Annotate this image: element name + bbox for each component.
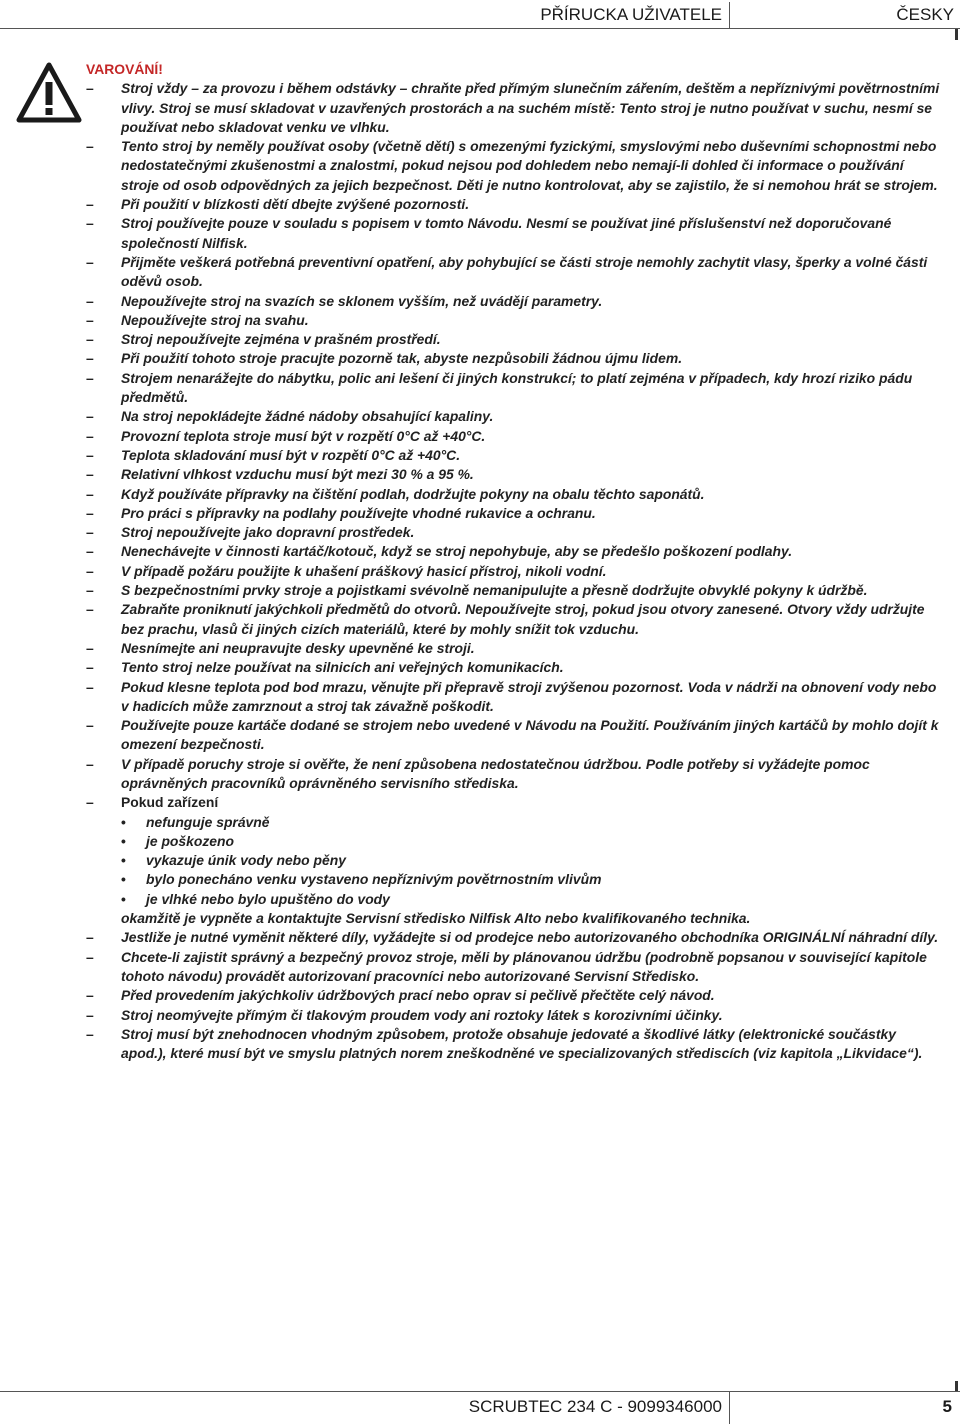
warning-item	[86, 253, 944, 292]
warning-item	[86, 928, 944, 947]
dash-marker: –	[86, 253, 94, 270]
condition-bullet-list	[86, 813, 944, 909]
warning-item-text: Stroj používejte pouze v souladu s popisem v tomto Návodu. Nesmí se používat jiné příslušenství než doporučované společností Nilfisk.	[121, 215, 892, 251]
warning-item	[86, 716, 944, 755]
warning-item	[86, 369, 944, 408]
condition-bullet-text: je poškozeno	[146, 832, 234, 849]
dash-marker: –	[86, 292, 94, 309]
warning-item-text: Pro práci s přípravky na podlahy používejte vhodné rukavice a ochranu.	[121, 504, 596, 521]
warning-item-text: Přijměte veškerá potřebná preventivní opatření, aby pohybující se části stroje nemohly zachytit vlasy, šperky a volné části oděvů osob.	[121, 253, 928, 290]
warning-heading: VAROVÁNÍ!	[86, 61, 163, 77]
dash-marker: –	[86, 659, 94, 676]
warning-item	[86, 311, 944, 330]
condition-bullet	[86, 890, 944, 909]
warning-section	[86, 60, 944, 1063]
dash-marker: –	[86, 1006, 94, 1023]
warning-item	[86, 427, 944, 446]
warning-item	[86, 755, 944, 794]
warning-item-text: Nenechávejte v činnosti kartáč/kotouč, když se stroj nepohybuje, aby se předešlo poškození podlahy.	[121, 543, 793, 560]
warning-item	[86, 658, 944, 677]
condition-bullet-text: vykazuje únik vody nebo pěny	[146, 852, 346, 869]
dash-marker: –	[86, 331, 94, 348]
warning-item	[86, 542, 944, 561]
warning-item-text: Při použití v blízkosti dětí dbejte zvýšené pozornosti.	[121, 196, 470, 213]
warning-item	[86, 600, 944, 639]
footer-rule	[0, 1391, 960, 1392]
warning-item-text: S bezpečnostními prvky stroje a pojistkami svévolně nemanipulujte a přesně dodržujte obvyklé pokyny k údržbě.	[121, 582, 868, 599]
manual-title: PŘÍRUCKA UŽIVATELE	[540, 5, 722, 24]
dash-marker: –	[86, 369, 94, 386]
warning-item-text: Relativní vlhkost vzduchu musí být mezi 30 % a 95 %.	[121, 466, 474, 483]
warning-item-text: Pokud klesne teplota pod bod mrazu, věnujte při přepravě stroji zvýšenou pozornost. Voda v nádrži na obnovení vody nebo v hadicích může zamrznout a stroj tak závažně poškodit.	[121, 678, 937, 714]
dash-marker: –	[86, 678, 94, 695]
dash-marker: –	[86, 466, 94, 483]
warning-item	[86, 1006, 944, 1025]
warning-item	[86, 292, 944, 311]
warning-item-text: Jestliže je nutné vyměnit některé díly, vyžádejte si od prodejce nebo autorizovaného obchodníka ORIGINÁLNÍ náhradní díly.	[121, 929, 939, 946]
warning-item-text: Stroj neomývejte přímým či tlakovým proudem vody ani roztoky látek s korozivními účinky.	[121, 1006, 723, 1023]
condition-bullet-text: je vlhké nebo bylo upuštěno do vody	[146, 890, 390, 907]
bullet-marker: •	[121, 832, 126, 849]
dash-marker: –	[86, 543, 94, 560]
warning-item	[86, 504, 944, 523]
dash-marker: –	[86, 350, 94, 367]
warning-item-text: V případě požáru použijte k uhašení práškový hasicí přístroj, nikoli vodní.	[121, 562, 607, 579]
condition-bullet-text: bylo ponecháno venku vystaveno nepříznivým povětrnostním vlivům	[146, 871, 602, 888]
document-id: SCRUBTEC 234 C - 9099346000	[468, 1397, 722, 1416]
dash-marker: –	[86, 717, 94, 734]
dash-marker: –	[86, 485, 94, 502]
dash-marker: –	[86, 215, 94, 232]
dash-marker: –	[86, 504, 94, 521]
warning-item	[86, 214, 944, 253]
warning-item-text: Stroj musí být znehodnocen vhodným způsobem, protože obsahuje jedovaté a škodlivé látky (elektronické součástky apod.), které musí být ve smyslu platných norem zneškodněné ve specializovaných střediscích (viz kapitola „Likvidace“).	[121, 1025, 923, 1062]
warning-triangle-icon	[16, 62, 82, 124]
dash-marker: –	[86, 427, 94, 444]
dash-marker: –	[86, 524, 94, 541]
dash-marker: –	[86, 948, 94, 965]
condition-action: okamžitě je vypněte a kontaktujte Servisní středisko Nilfisk Alto nebo kvalifikovaného technika.	[121, 910, 751, 927]
warning-list	[86, 79, 944, 793]
warning-item-text: Nepoužívejte stroj na svahu.	[121, 311, 309, 328]
language-label: ČESKY	[896, 5, 954, 24]
condition-bullet	[86, 813, 944, 832]
warning-item-text: Na stroj nepokládejte žádné nádoby obsahující kapaliny.	[121, 408, 494, 425]
warning-item-text: V případě poruchy stroje si ověřte, že není způsobena nedostatečnou údržbou. Podle potřeby si vyžádejte pomoc oprávněných pracovníků oprávněného servisního střediska.	[121, 755, 870, 791]
dash-marker: –	[86, 80, 94, 97]
warning-list-continued	[86, 928, 944, 1063]
warning-item-text: Nesnímejte ani neupravujte desky upevněné ke stroji.	[121, 639, 475, 656]
warning-item-text: Nepoužívejte stroj na svazích se sklonem vyšším, než uvádějí parametry.	[121, 292, 603, 309]
page-number: 5	[942, 1397, 952, 1416]
dash-marker: –	[86, 582, 94, 599]
dash-marker: –	[86, 987, 94, 1004]
warning-item-text: Stroj nepoužívejte jako dopravní prostředek.	[121, 524, 415, 541]
warning-item-text: Provozní teplota stroje musí být v rozpětí 0°C až +40°C.	[121, 427, 486, 444]
warning-item	[86, 137, 944, 195]
warning-item	[86, 195, 944, 214]
condition-bullet	[86, 851, 944, 870]
header-corner-mark	[955, 29, 958, 40]
warning-item-text: Tento stroj nelze používat na silnicích ani veřejných komunikacích.	[121, 659, 564, 676]
condition-bullet-text: nefunguje správně	[146, 813, 270, 830]
warning-item	[86, 485, 944, 504]
warning-item	[86, 407, 944, 426]
warning-item	[86, 986, 944, 1005]
condition-bullet	[86, 832, 944, 851]
warning-item-text: Tento stroj by neměly používat osoby (včetně dětí) s omezenými fyzickými, smyslovými nebo duševními schopnostmi nebo nedostatečnými zkušenostmi a znalostmi, pokud nejsou pod dohledem nebo nemají-li dohled či informace o používání stroje od osob odpovědných za jejich bezpečnost. Děti je nutno kontrolovat, aby se zajistilo, že si nemohou hrát se strojem.	[121, 138, 938, 193]
bullet-marker: •	[121, 871, 126, 888]
dash-marker: –	[86, 446, 94, 463]
dash-marker: –	[86, 311, 94, 328]
dash-marker: –	[86, 196, 94, 213]
warning-item	[86, 349, 944, 368]
warning-item-text: Používejte pouze kartáče dodané se strojem nebo uvedené v Návodu na Použití. Používáním jiných kartáčů by mohlo dojít k omezení bezpečnosti.	[121, 717, 939, 753]
bullet-marker: •	[121, 890, 126, 907]
warning-item	[86, 562, 944, 581]
dash-marker: –	[86, 1025, 94, 1042]
warning-item-text: Stroj nepoužívejte zejména v prašném prostředí.	[121, 331, 441, 348]
warning-item	[86, 446, 944, 465]
warning-item	[86, 523, 944, 542]
warning-item	[86, 1025, 944, 1064]
warning-item	[86, 948, 944, 987]
warning-item	[86, 79, 944, 137]
bullet-marker: •	[121, 852, 126, 869]
warning-item-text: Při použití tohoto stroje pracujte pozorně tak, abyste nezpůsobili žádnou újmu lidem.	[121, 350, 683, 367]
condition-intro: – Pokud zařízení	[86, 794, 219, 811]
warning-item	[86, 639, 944, 658]
warning-item-text: Když používáte přípravky na čištění podlah, dodržujte pokyny na obalu těchto saponátů.	[121, 485, 705, 502]
warning-item	[86, 465, 944, 484]
dash-marker: –	[86, 639, 94, 656]
dash-marker: –	[86, 601, 94, 618]
warning-item	[86, 330, 944, 349]
warning-item-text: Chcete-li zajistit správný a bezpečný provoz stroje, měli by plánovanou údržbu (podrobně popsanou v související kapitole tohoto návodu) provádět autorizovaní pracovníci nebo autorizované Servisní Středisko.	[121, 948, 927, 984]
warning-item-text: Stroj vždy – za provozu i během odstávky – chraňte před přímým slunečním zářením, deštěm a nepříznivými povětrnostními vlivy. Stroj se musí skladovat v uzavřených prostorách a na suchém místě: Tento stroj je nutno používat v suchu, nesmí se používat nebo skladovat venku ve vlhku.	[121, 80, 940, 135]
warning-item-text: Teplota skladování musí být v rozpětí 0°C až +40°C.	[121, 446, 461, 463]
warning-item	[86, 581, 944, 600]
dash-marker: –	[86, 929, 94, 946]
dash-marker: –	[86, 755, 94, 772]
condition-bullet	[86, 870, 944, 889]
header-rule	[0, 28, 960, 29]
dash-marker: –	[86, 408, 94, 425]
warning-item-text: Před provedením jakýchkoliv údržbových prací nebo oprav si pečlivě přečtěte celý návod.	[121, 987, 715, 1004]
warning-item-text: Strojem nenarážejte do nábytku, polic ani lešení či jiných konstrukcí; to platí zejména v případech, kdy hrozí riziko pádu předmětů.	[121, 369, 913, 406]
dash-marker: –	[86, 138, 94, 155]
warning-item-text: Zabraňte proniknutí jakýchkoli předmětů do otvorů. Nepoužívejte stroj, pokud jsou otvory zanesené. Otvory vždy udržujte bez prachu, vlasů či jiných cizích materiálů, které by mohly snížit tok vzduchu.	[121, 601, 925, 637]
warning-item	[86, 678, 944, 717]
dash-marker: –	[86, 562, 94, 579]
bullet-marker: •	[121, 813, 126, 830]
